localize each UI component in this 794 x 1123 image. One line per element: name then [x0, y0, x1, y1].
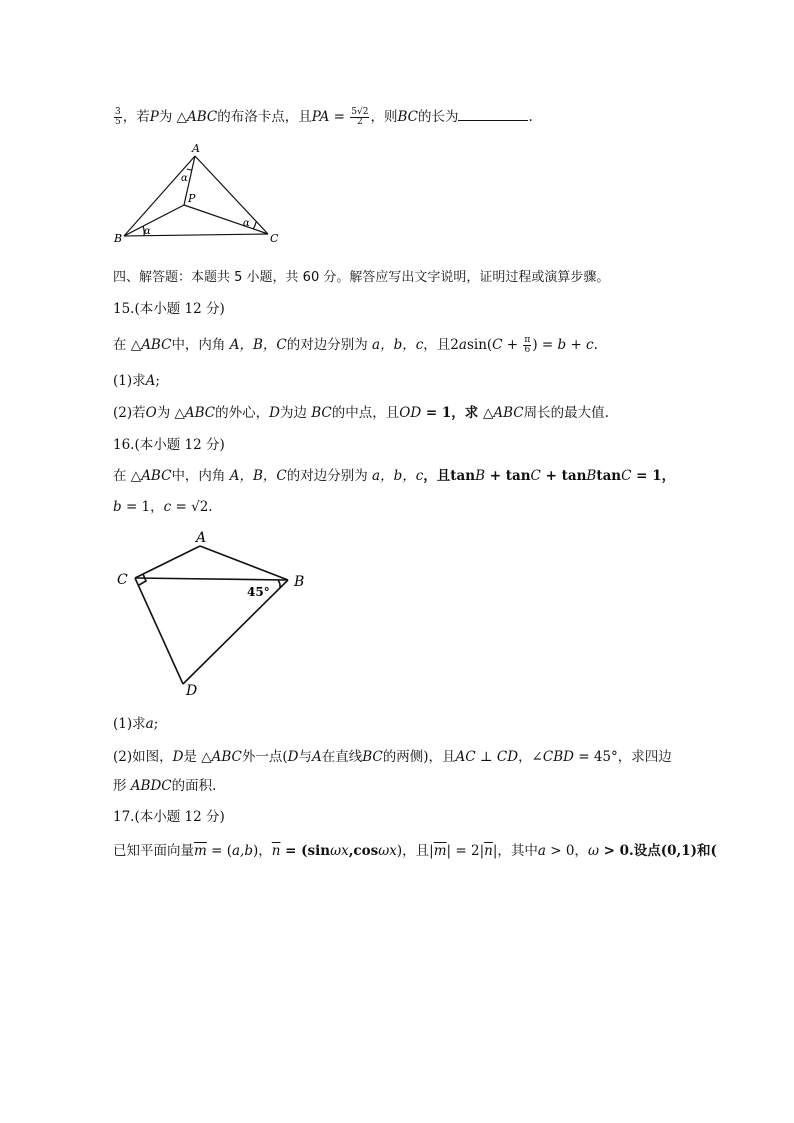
angle-arc-A: [187, 169, 192, 170]
label-D: D: [186, 683, 198, 698]
figure-quadrilateral-abdc: [110, 528, 320, 698]
edge-AB: [124, 156, 195, 236]
q16-header: 16.(本小题 12 分): [113, 437, 225, 453]
q16-part2-line2: 形 ABDC的面积.: [113, 778, 217, 794]
label-alpha-A: α: [181, 173, 188, 184]
q15-stem: 在 △ABC中，内角 A，B，C的对边分别为 a，b，c，且2asin(C + $\frac{\pi}{6}$ ) = b + c.: [113, 335, 598, 355]
label-alpha-C: α: [243, 218, 250, 229]
label-B: B: [114, 232, 123, 245]
figure-brocard-triangle: [110, 140, 290, 250]
label-angle-45: 45°: [247, 585, 270, 599]
q17-stem: 已知平面向量$\overline{m} = (a,b)$，$\overline{n} = (\sin\omega x,\cos\omega x)$，且$|\overline{m}| = 2|\overline{n}|$，其中a > 0，ω > 0.设点(0,1)和(: [113, 843, 717, 859]
label-alpha-B: α: [144, 226, 151, 237]
segment-PB: [124, 205, 184, 236]
q15-part2: (2)若O为 △ABC的外心，D为边 BC的中点，且OD = 1，求 △ABC周长的最大值.: [113, 405, 609, 421]
label-C: C: [270, 232, 279, 245]
angle-arc-45: [278, 580, 280, 588]
q16-stem: 在 △ABC中，内角 A，B，C的对边分别为 a，b，c，且tanB + tanC + tanBtanC = 1，: [113, 468, 676, 484]
section-4-header: 四、解答题：本题共 5 小题，共 60 分。解答应写出文字说明，证明过程或演算步骤。: [113, 270, 610, 285]
label-P: P: [188, 192, 196, 205]
angle-arc-C: [253, 222, 256, 229]
edge-CD: [135, 578, 183, 684]
edge-CB: [135, 578, 288, 580]
fraction-pa: $\frac{5√2}{2}$: [351, 107, 369, 127]
edge-AC: [195, 156, 268, 234]
fraction-pi-6: $\frac{\pi}{6}$: [524, 335, 531, 355]
q16-stem-line2: b = 1，c = √2.: [113, 499, 213, 515]
label-C: C: [117, 572, 128, 588]
label-A: A: [192, 142, 200, 155]
q16-part2: (2)如图，D是 △ABC外一点(D与A在直线BC的两侧)，且AC ⊥ CD，∠CBD = 45°，求四边: [113, 749, 672, 765]
q17-header: 17.(本小题 12 分): [113, 809, 225, 825]
q14-tail-line: $\frac{3}{5}$ ，若P为 △ABC的布洛卡点，且PA = $\frac{5√2}{2}$ ，则BC的长为 .: [115, 107, 533, 127]
edge-BD: [183, 580, 288, 684]
label-B: B: [294, 574, 305, 590]
edge-AB: [200, 546, 288, 580]
answer-blank: [458, 108, 528, 121]
label-A: A: [196, 530, 207, 546]
fraction-3-5: $\frac{3}{5}$: [115, 107, 121, 127]
segment-PC: [184, 205, 268, 234]
q15-part1: (1)求A;: [113, 373, 160, 389]
q15-header: 15.(本小题 12 分): [113, 301, 225, 317]
edge-CA: [135, 546, 200, 578]
q16-part1: (1)求a;: [113, 716, 159, 732]
